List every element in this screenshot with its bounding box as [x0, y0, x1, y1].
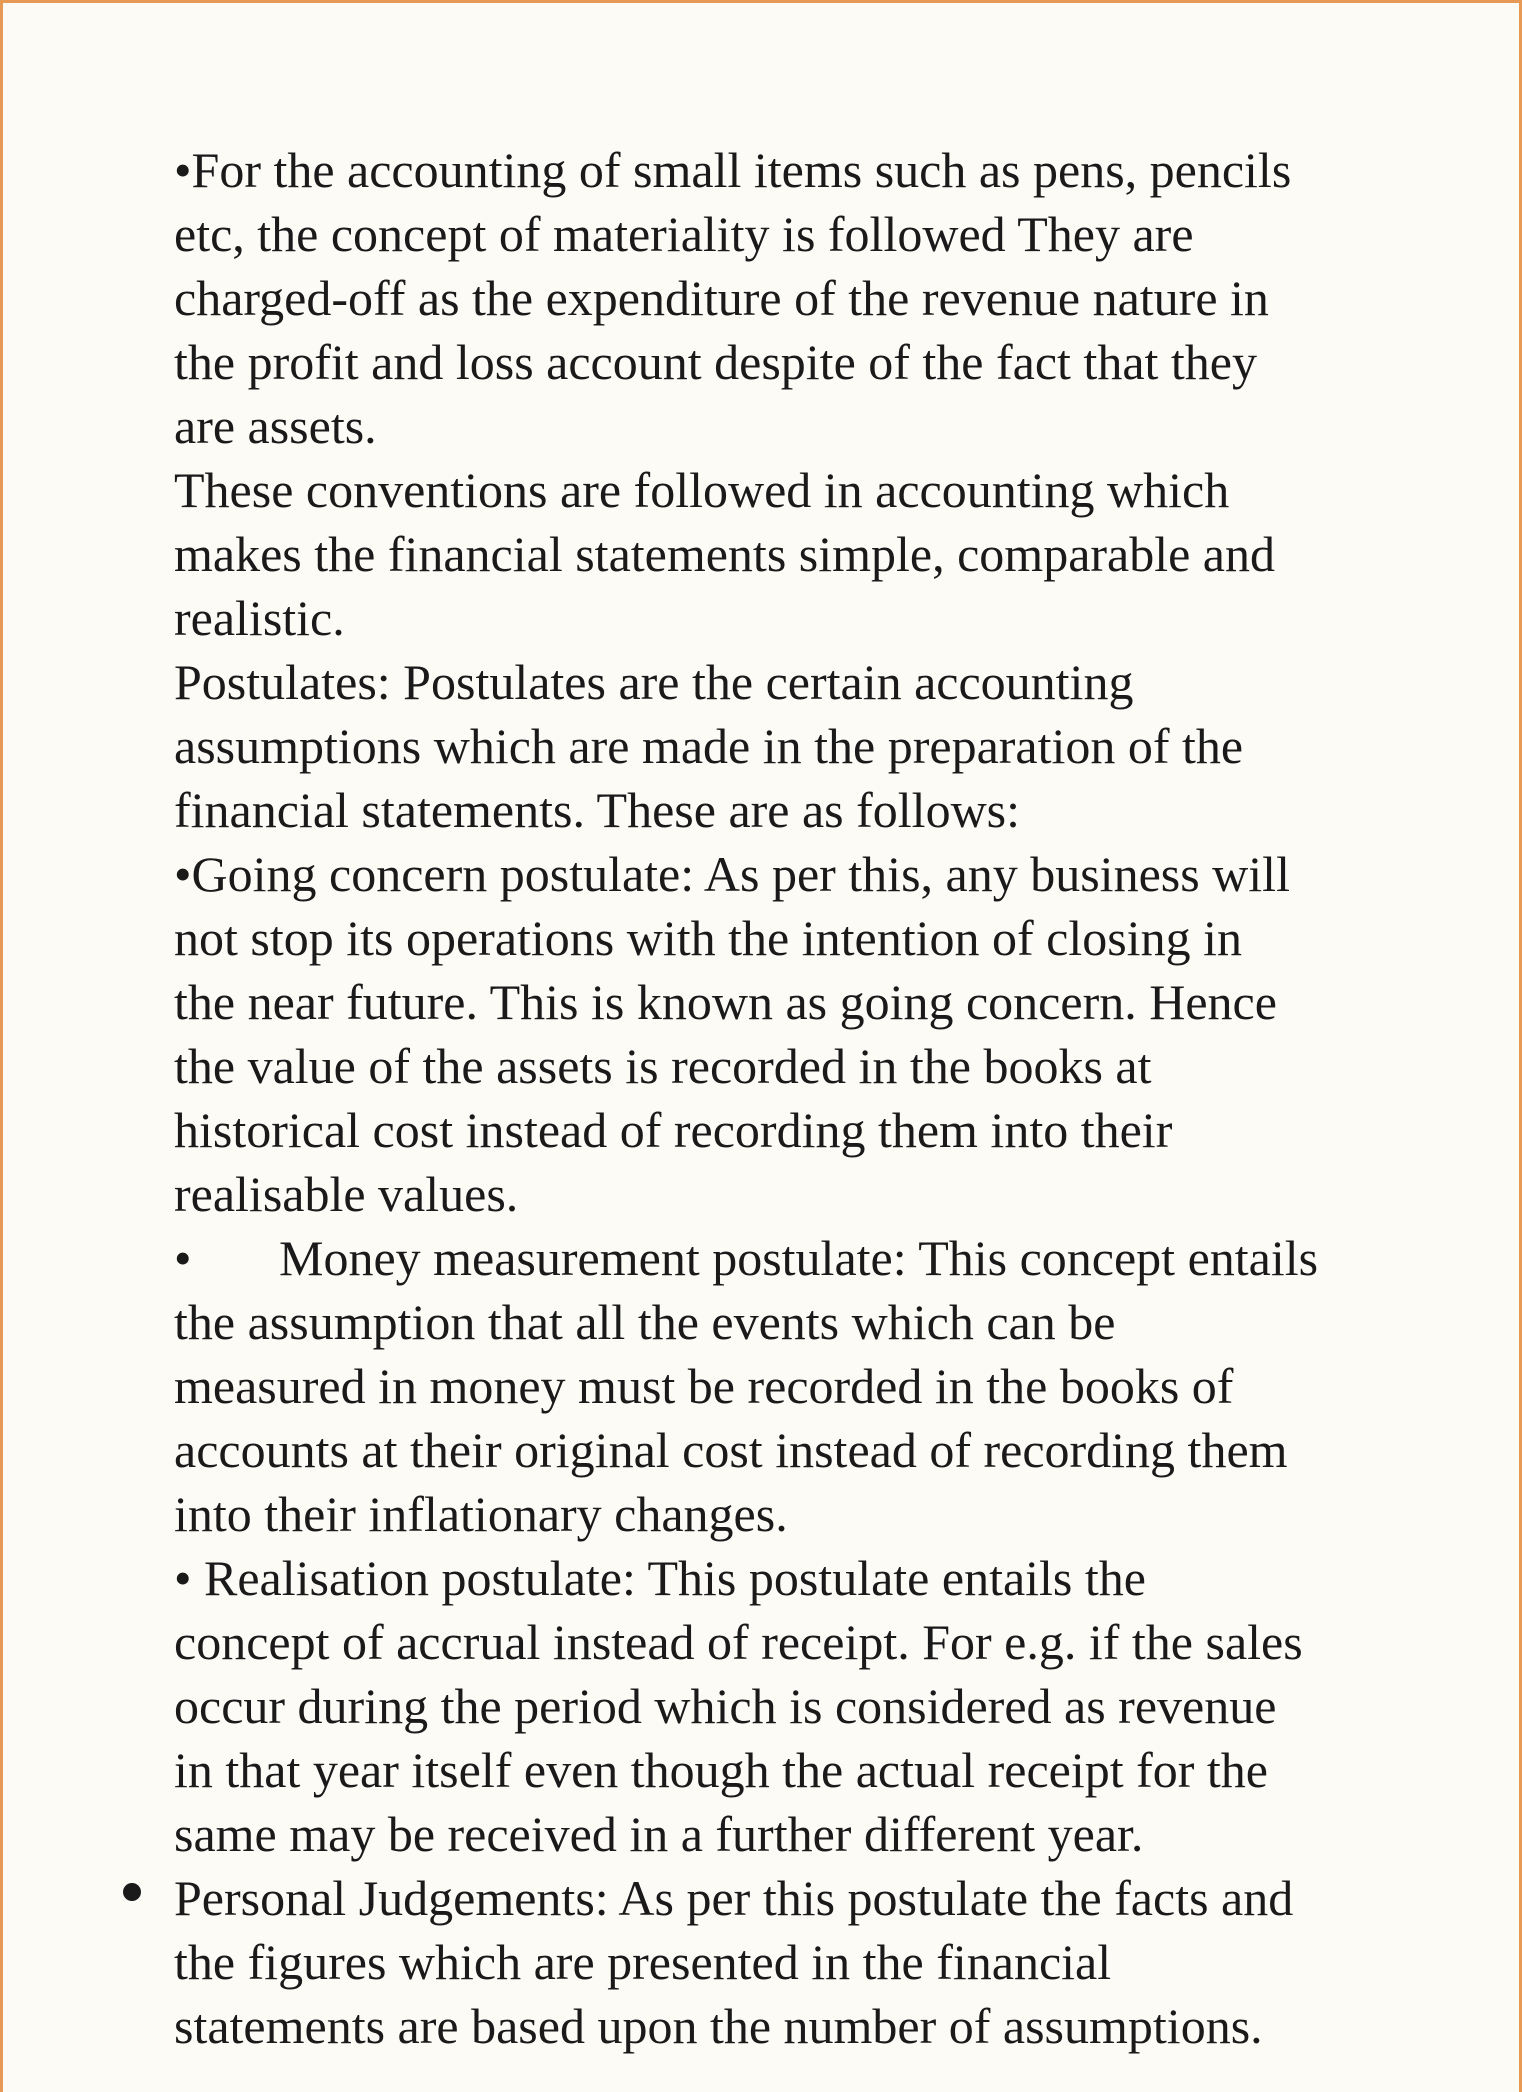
- text-line: are assets.: [174, 398, 377, 454]
- text-line: • Money measurement postulate: This concept entails: [174, 1230, 1319, 1286]
- text-line: the figures which are presented in the financial: [174, 1934, 1112, 1990]
- text-line: •For the accounting of small items such as pens, pencils: [174, 142, 1292, 198]
- text-line: the near future. This is known as going concern. Hence: [174, 974, 1277, 1030]
- text-line: in that year itself even though the actual receipt for the: [174, 1742, 1268, 1798]
- text-line: These conventions are followed in accounting which: [174, 462, 1230, 518]
- text-line: charged-off as the expenditure of the revenue nature in: [174, 270, 1269, 326]
- text-line: concept of accrual instead of receipt. For e.g. if the sales: [174, 1614, 1303, 1670]
- text-line: the profit and loss account despite of the fact that they: [174, 334, 1257, 390]
- text-line: occur during the period which is considered as revenue: [174, 1678, 1277, 1734]
- text-line: not stop its operations with the intention of closing in: [174, 910, 1242, 966]
- text-line: etc, the concept of materiality is followed They are: [174, 206, 1194, 262]
- text-line: •Going concern postulate: As per this, any business will: [174, 846, 1290, 902]
- text-line: assumptions which are made in the preparation of the: [174, 718, 1244, 774]
- text-line: realisable values.: [174, 1166, 519, 1222]
- text-line: historical cost instead of recording them into their: [174, 1102, 1173, 1158]
- text-line: same may be received in a further different year.: [174, 1806, 1144, 1862]
- text-line: • Realisation postulate: This postulate entails the: [174, 1550, 1146, 1606]
- text-line: the value of the assets is recorded in the books at: [174, 1038, 1152, 1094]
- text-line: the assumption that all the events which can be: [174, 1294, 1116, 1350]
- text-line: realistic.: [174, 590, 345, 646]
- text-line: statements are based upon the number of assumptions.: [174, 1998, 1263, 2054]
- text-line: Postulates: Postulates are the certain accounting: [174, 654, 1134, 710]
- text-line: into their inflationary changes.: [174, 1486, 788, 1542]
- bullet-icon: [123, 1883, 141, 1901]
- text-line: makes the financial statements simple, comparable and: [174, 526, 1276, 582]
- document-body: [174, 138, 1444, 2058]
- text-line: measured in money must be recorded in the books of: [174, 1358, 1234, 1414]
- text-line: accounts at their original cost instead of recording them: [174, 1422, 1288, 1478]
- text-line: financial statements. These are as follows:: [174, 782, 1021, 838]
- text-line: Personal Judgements: As per this postulate the facts and: [174, 1870, 1294, 1926]
